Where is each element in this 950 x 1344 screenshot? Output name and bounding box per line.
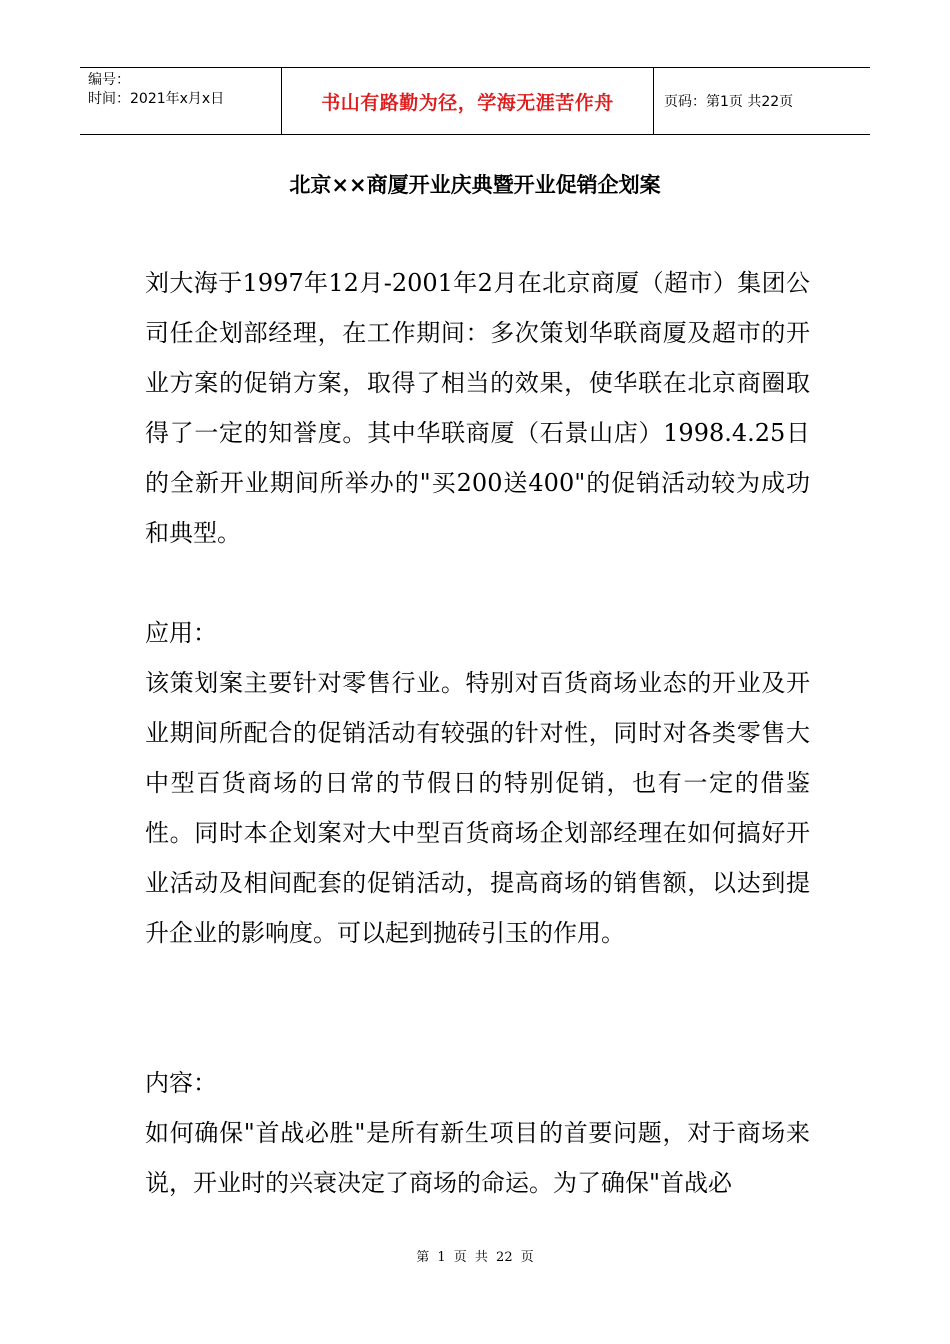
apply-section-heading: [145, 608, 810, 658]
content-heading-text: 内容：: [145, 1069, 217, 1097]
content-text: 如何确保"首战必胜"是所有新生项目的首要问题，对于商场来说，开业时的兴衰决定了商场的命运。为了确保"首战必: [145, 1119, 810, 1197]
apply-text: 该策划案主要针对零售行业。特别对百货商场业态的开业及开业期间所配合的促销活动有较强的针对性，同时对各类零售大中型百货商场的日常的节假日的特别促销，也有一定的借鉴性。同时本企划案对大中型百货商场企划部经理在如何搞好开业活动及相间配套的促销活动，提高商场的销售额，以达到提升企业的影响度。可以起到抛砖引玉的作用。: [145, 669, 810, 947]
header-number-label: 编号：: [88, 72, 130, 88]
intro-paragraph: [145, 258, 810, 558]
content-paragraph: [145, 1108, 810, 1208]
apply-heading-text: 应用：: [145, 619, 217, 647]
intro-text: 刘大海于1997年12月-2001年2月在北京商厦（超市）集团公司任企划部经理，在工作期间：多次策划华联商厦及超市的开业方案的促销方案，取得了相当的效果，使华联在北京商圈取得了一定的知誉度。其中华联商厦（石景山店）1998.4.25日的全新开业期间所举办的"买200送400"的促销活动较为成功和典型。: [145, 269, 810, 547]
header-motto: 书山有路勤为径，学海无涯苦作舟: [282, 68, 654, 134]
header-meta-cell: [80, 68, 282, 134]
header-time-label: 时间：2021年x月x日: [88, 91, 225, 107]
page-footer: 第 1 页 共 22 页: [416, 1250, 534, 1265]
header-page-info: 页码：第1页 共22页: [664, 94, 794, 110]
apply-paragraph: [145, 658, 810, 958]
document-title: 北京××商厦开业庆典暨开业促销企划案: [289, 173, 661, 197]
document-header: [80, 67, 870, 135]
content-section-heading: [145, 1058, 810, 1108]
